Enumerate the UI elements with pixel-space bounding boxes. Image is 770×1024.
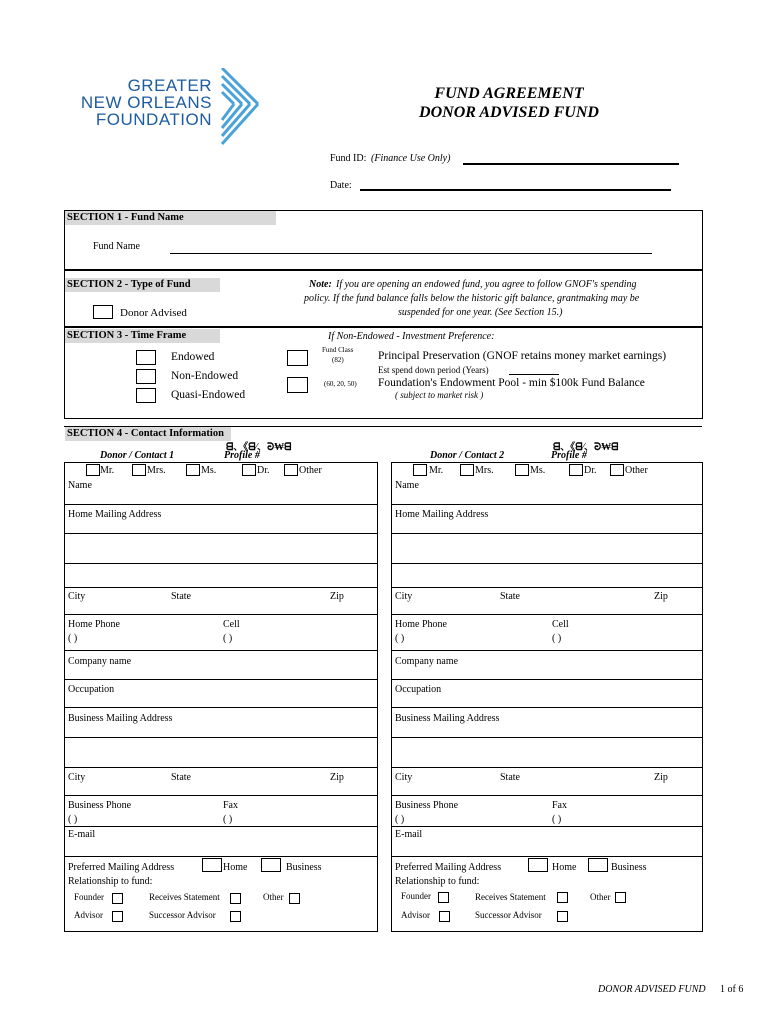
donor1-rule: [64, 826, 378, 827]
donor2-relationship-label: Relationship to fund:: [395, 876, 480, 887]
donor2-zip2-label: Zip: [654, 772, 668, 783]
donor1-advisor-label: Advisor: [74, 910, 103, 920]
donor1-receives-label: Receives Statement: [149, 892, 220, 902]
principal-preservation-checkbox[interactable]: [287, 350, 308, 366]
donor1-state2-label: State: [171, 772, 191, 783]
fund-class-label: Fund Class: [322, 346, 354, 354]
section3-heading: SECTION 3 - Time Frame: [65, 329, 220, 343]
note-label: Note:: [309, 279, 332, 290]
donor1-cell-label: Cell: [223, 619, 240, 630]
donor2-ms-label: Ms.: [530, 465, 546, 476]
footer-page-number: 1 of 6: [720, 984, 744, 995]
class2-label: (60, 20, 50): [324, 380, 357, 388]
donor2-rule: [391, 679, 703, 680]
donor1-rule: [64, 856, 378, 857]
donor1-company-label: Company name: [68, 656, 132, 667]
donor2-home-checkbox[interactable]: [528, 858, 548, 872]
donor2-other2-checkbox[interactable]: [615, 892, 626, 903]
donor1-garble: ᗺ、《ᗺ⁄、ᘒ₩ᗺ: [226, 442, 292, 453]
invest-heading: If Non-Endowed - Investment Preference:: [328, 331, 495, 342]
donor1-profile-label: Profile #: [224, 450, 260, 461]
title-line1: FUND AGREEMENT: [434, 85, 584, 102]
donor1-cell-paren: ( ): [223, 633, 233, 644]
donor2-business-address-label: Business Mailing Address: [395, 713, 500, 724]
donor1-heading-rule: [86, 462, 220, 463]
quasi-endowed-label: Quasi-Endowed: [171, 389, 246, 401]
donor2-ms-checkbox[interactable]: [515, 464, 529, 476]
fund-name-field[interactable]: [170, 253, 652, 254]
donor1-zip-label: Zip: [330, 591, 344, 602]
donor2-city2-label: City: [395, 772, 413, 783]
donor1-rule: [64, 795, 378, 796]
donor1-other2-checkbox[interactable]: [289, 893, 300, 904]
donor1-founder-checkbox[interactable]: [112, 893, 123, 904]
donor1-home-phone-paren: ( ): [68, 633, 78, 644]
fund-id-label: Fund ID:: [330, 153, 367, 164]
donor1-mrs-checkbox[interactable]: [132, 464, 146, 476]
donor2-heading-rule: [413, 462, 547, 463]
donor2-occupation-label: Occupation: [395, 684, 442, 695]
donor2-receives-label: Receives Statement: [475, 892, 546, 902]
donor1-rule: [64, 533, 378, 534]
donor1-advisor-checkbox[interactable]: [112, 911, 123, 922]
logo-chevron-icon: [218, 68, 262, 148]
title-line2: DONOR ADVISED FUND: [419, 104, 599, 121]
donor2-rule: [391, 587, 703, 588]
donor2-rule: [391, 856, 703, 857]
donor1-fax-paren: ( ): [223, 814, 233, 825]
logo-line2: NEW ORLEANS: [80, 93, 212, 112]
section4-top-rule: [64, 426, 702, 427]
donor2-other-label: Other: [625, 465, 648, 476]
donor2-mr-checkbox[interactable]: [413, 464, 427, 476]
note-text-3: suspended for one year. (See Section 15.): [398, 307, 563, 318]
endowment-pool-checkbox[interactable]: [287, 377, 308, 393]
pref1-label: Principal Preservation (GNOF retains money market earnings): [378, 350, 667, 362]
donor1-business-phone-label: Business Phone: [68, 800, 132, 811]
donor1-heading: Donor / Contact 1: [100, 450, 175, 461]
donor2-heading: Donor / Contact 2: [430, 450, 505, 461]
pref2-sub-label: ( subject to market risk ): [395, 390, 484, 400]
donor1-dr-label: Dr.: [257, 465, 270, 476]
donor2-state-label: State: [500, 591, 520, 602]
donor2-mr-label: Mr.: [429, 465, 444, 476]
donor1-rule: [64, 587, 378, 588]
section1-heading: SECTION 1 - Fund Name: [65, 211, 276, 225]
donor1-business-phone-paren: ( ): [68, 814, 78, 825]
donor1-other2-label: Other: [263, 892, 284, 902]
pref2-label: Foundation's Endowment Pool - min $100k Fund Balance: [378, 377, 645, 389]
donor2-business-phone-label: Business Phone: [395, 800, 459, 811]
donor1-relationship-label: Relationship to fund:: [68, 876, 153, 887]
donor2-rule: [391, 826, 703, 827]
donor1-successor-checkbox[interactable]: [230, 911, 241, 922]
donor2-rule: [391, 650, 703, 651]
note-text-1: If you are opening an endowed fund, you agree to follow GNOF's spending: [336, 279, 637, 290]
fund-id-note: (Finance Use Only): [371, 153, 451, 164]
donor2-garble: ᗺ、《ᗺ⁄、ᘒ₩ᗺ: [553, 442, 619, 453]
donor2-cell-label: Cell: [552, 619, 569, 630]
non-endowed-checkbox[interactable]: [136, 369, 156, 384]
donor1-mrs-label: Mrs.: [147, 465, 166, 476]
donor2-advisor-checkbox[interactable]: [439, 911, 450, 922]
donor2-state2-label: State: [500, 772, 520, 783]
donor2-other-checkbox[interactable]: [610, 464, 624, 476]
donor1-name-label: Name: [68, 480, 92, 491]
donor2-rule: [391, 563, 703, 564]
donor1-rule: [64, 679, 378, 680]
donor1-business-label: Business: [286, 862, 322, 873]
donor2-rule: [391, 795, 703, 796]
donor1-founder-label: Founder: [74, 892, 104, 902]
donor2-receives-checkbox[interactable]: [557, 892, 568, 903]
donor2-home-address-label: Home Mailing Address: [395, 509, 489, 520]
non-endowed-label: Non-Endowed: [171, 370, 239, 382]
donor2-rule: [391, 504, 703, 505]
donor2-name-label: Name: [395, 480, 419, 491]
donor1-occupation-label: Occupation: [68, 684, 115, 695]
donor-advised-label: Donor Advised: [120, 307, 187, 319]
donor1-home-checkbox[interactable]: [202, 858, 222, 872]
logo-line3: FOUNDATION: [95, 110, 212, 129]
donor1-rule: [64, 737, 378, 738]
donor1-zip2-label: Zip: [330, 772, 344, 783]
donor1-email-label: E-mail: [68, 829, 96, 840]
donor2-successor-checkbox[interactable]: [557, 911, 568, 922]
donor1-rule: [64, 767, 378, 768]
donor2-successor-label: Successor Advisor: [475, 910, 542, 920]
date-field[interactable]: [360, 189, 671, 191]
spend-down-field[interactable]: [509, 374, 559, 375]
donor1-rule: [64, 563, 378, 564]
donor1-other-checkbox[interactable]: [284, 464, 298, 476]
donor1-successor-label: Successor Advisor: [149, 910, 216, 920]
fund-name-label: Fund Name: [93, 241, 140, 252]
section4-heading: SECTION 4 - Contact Information: [65, 427, 231, 441]
donor2-founder-label: Founder: [401, 891, 431, 901]
pref1-sub-label: Est spend down period (Years): [378, 365, 489, 375]
donor2-dr-label: Dr.: [584, 465, 597, 476]
donor2-zip-label: Zip: [654, 591, 668, 602]
donor1-business-checkbox[interactable]: [261, 858, 281, 872]
donor2-rule: [391, 614, 703, 615]
donor2-home-label: Home: [552, 862, 577, 873]
logo: [60, 68, 260, 148]
donor1-rule: [64, 614, 378, 615]
donor1-city-label: City: [68, 591, 86, 602]
donor2-preferred-label: Preferred Mailing Address: [395, 862, 502, 873]
donor2-business-checkbox[interactable]: [588, 858, 608, 872]
donor1-home-label: Home: [223, 862, 248, 873]
donor2-email-label: E-mail: [395, 829, 423, 840]
note-text-2: policy. If the fund balance falls below the historic gift balance, grantmaking may be: [304, 293, 640, 304]
logo-line1: GREATER: [127, 76, 212, 95]
donor1-ms-checkbox[interactable]: [186, 464, 200, 476]
donor1-rule: [64, 707, 378, 708]
footer-doc-name: DONOR ADVISED FUND: [598, 984, 706, 995]
donor2-rule: [391, 737, 703, 738]
donor1-dr-checkbox[interactable]: [242, 464, 256, 476]
endowed-checkbox[interactable]: [136, 350, 156, 365]
donor2-profile-label: Profile #: [551, 450, 587, 461]
donor2-other2-label: Other: [590, 892, 611, 902]
donor1-mr-label: Mr.: [100, 465, 115, 476]
donor1-ms-label: Ms.: [201, 465, 217, 476]
donor1-receives-checkbox[interactable]: [230, 893, 241, 904]
donor1-business-address-label: Business Mailing Address: [68, 713, 173, 724]
donor1-rule: [64, 504, 378, 505]
donor1-home-address-label: Home Mailing Address: [68, 509, 162, 520]
date-label: Date:: [330, 180, 352, 191]
donor-advised-checkbox[interactable]: [93, 305, 113, 319]
donor1-home-phone-label: Home Phone: [68, 619, 120, 630]
section2-heading: SECTION 2 - Type of Fund: [65, 278, 220, 292]
donor2-home-phone-paren: ( ): [395, 633, 405, 644]
donor2-rule: [391, 707, 703, 708]
donor2-advisor-label: Advisor: [401, 910, 430, 920]
donor2-mrs-label: Mrs.: [475, 465, 494, 476]
donor1-rule: [64, 650, 378, 651]
donor2-dr-checkbox[interactable]: [569, 464, 583, 476]
donor2-business-label: Business: [611, 862, 647, 873]
donor2-rule: [391, 767, 703, 768]
donor2-home-phone-label: Home Phone: [395, 619, 447, 630]
donor2-founder-checkbox[interactable]: [438, 892, 449, 903]
donor2-mrs-checkbox[interactable]: [460, 464, 474, 476]
donor2-city-label: City: [395, 591, 413, 602]
donor1-state-label: State: [171, 591, 191, 602]
donor1-preferred-label: Preferred Mailing Address: [68, 862, 175, 873]
donor1-city2-label: City: [68, 772, 86, 783]
donor1-mr-checkbox[interactable]: [86, 464, 100, 476]
donor2-fax-paren: ( ): [552, 814, 562, 825]
donor2-business-phone-paren: ( ): [395, 814, 405, 825]
class1-label: (82): [332, 356, 344, 364]
donor2-fax-label: Fax: [552, 800, 567, 811]
endowed-label: Endowed: [171, 351, 215, 363]
quasi-endowed-checkbox[interactable]: [136, 388, 156, 403]
donor2-cell-paren: ( ): [552, 633, 562, 644]
donor1-fax-label: Fax: [223, 800, 238, 811]
donor2-rule: [391, 533, 703, 534]
fund-id-field[interactable]: [463, 163, 679, 165]
donor1-other-label: Other: [299, 465, 322, 476]
donor2-company-label: Company name: [395, 656, 459, 667]
